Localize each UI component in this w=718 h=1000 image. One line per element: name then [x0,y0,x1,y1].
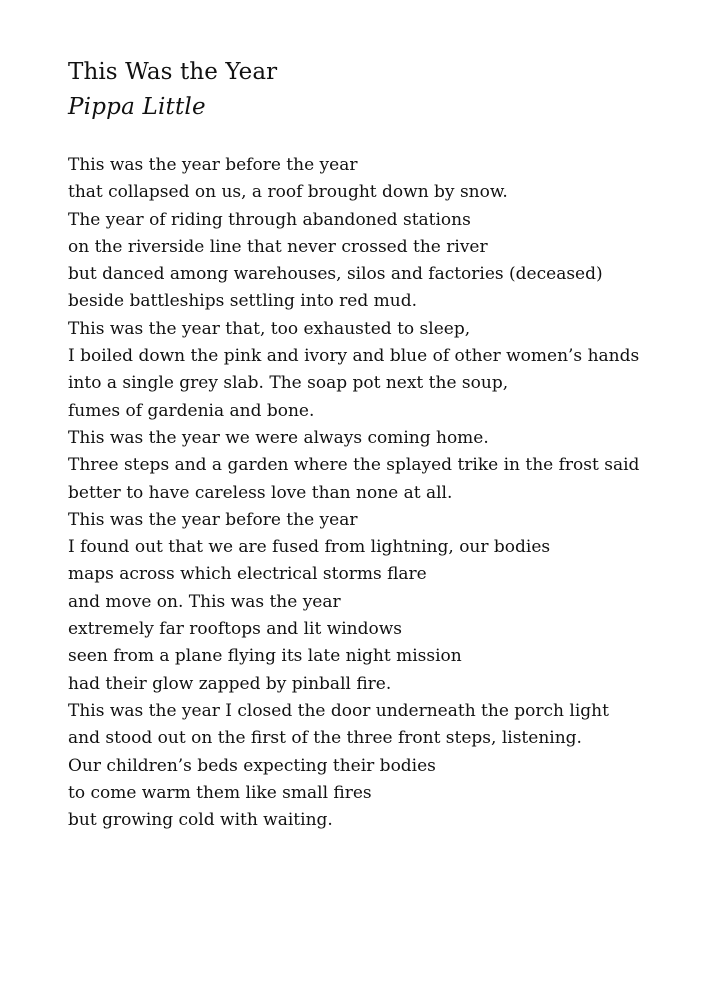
poem-line: better to have careless love than none at all. [68,482,453,503]
poem-line: but growing cold with waiting. [68,810,333,831]
poem-body [68,152,698,834]
poem-line: on the riverside line that never crossed the river [68,236,488,257]
poem-line: Three steps and a garden where the splayed trike in the frost said [68,455,640,476]
poem-line: This was the year I closed the door underneath the porch light [68,700,609,721]
poem-line: that collapsed on us, a roof brought down by snow. [68,182,508,203]
poem-line: seen from a plane flying its late night mission [68,646,462,667]
poem-line: Our children’s beds expecting their bodies [68,755,436,776]
poem-line: into a single grey slab. The soap pot next the soup, [68,373,509,394]
poem-line: beside battleships settling into red mud. [68,291,417,312]
poem-line: extremely far rooftops and lit windows [68,619,403,640]
poem-line: The year of riding through abandoned stations [68,209,471,230]
poem-line: I found out that we are fused from lightning, our bodies [68,537,551,558]
poem-line: and stood out on the first of the three front steps, listening. [68,728,582,749]
poem-line: and move on. This was the year [68,591,341,612]
poem-title: This Was the Year [68,59,278,85]
poem-line: maps across which electrical storms flare [68,564,427,585]
poem-line: but danced among warehouses, silos and factories (deceased) [68,264,603,285]
poem-line: to come warm them like small fires [68,782,372,803]
poem-line: This was the year that, too exhausted to sleep, [68,318,471,339]
poem-line: This was the year before the year [68,509,358,530]
poem-line: I boiled down the pink and ivory and blue of other women’s hands [68,346,640,367]
poem-author: Pippa Little [68,94,206,120]
poem-line: This was the year before the year [68,155,358,175]
poem-line: fumes of gardenia and bone. [68,400,315,421]
poem-line: This was the year we were always coming home. [68,427,489,448]
poem-line: had their glow zapped by pinball fire. [68,673,392,694]
